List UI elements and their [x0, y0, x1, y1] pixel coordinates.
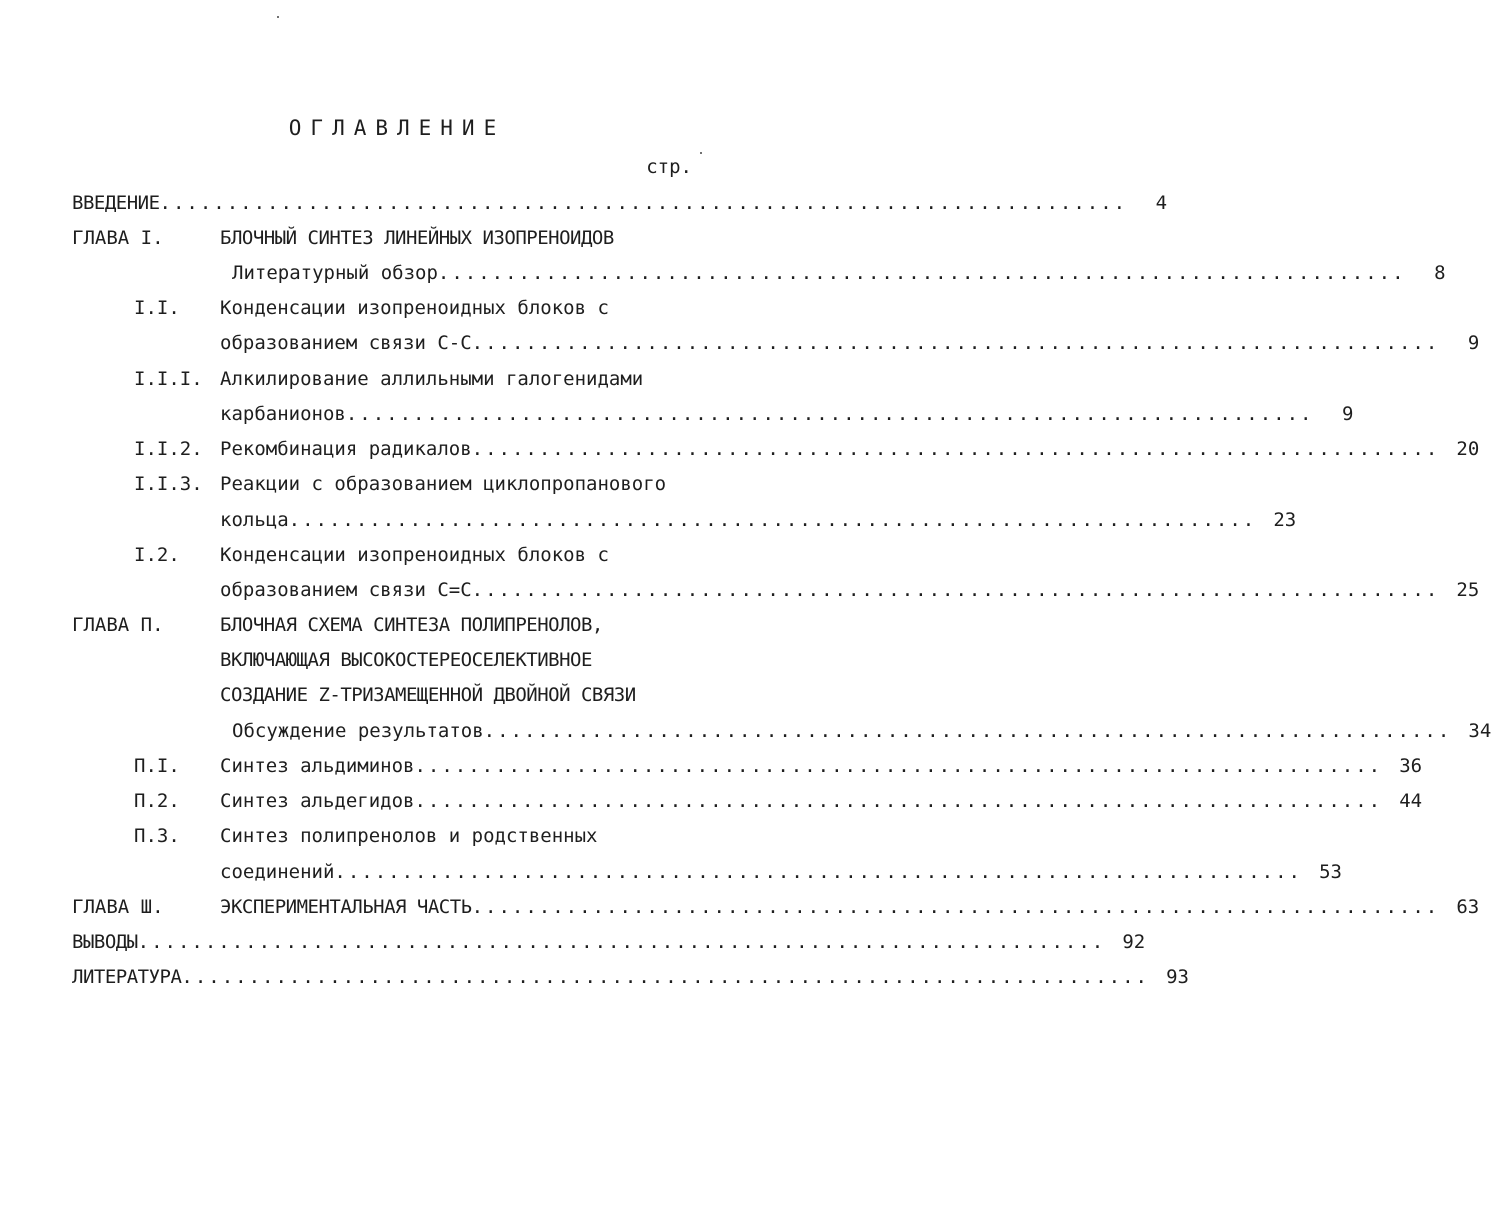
toc-entry — [72, 469, 686, 499]
toc-entry-text: БЛОЧНЫЙ СИНТЕЗ ЛИНЕЙНЫХ ИЗОПРЕНОИДОВ — [220, 227, 614, 249]
toc-section-label: I.I.3. — [134, 473, 203, 495]
leader-dots: ........................................................................ — [181, 966, 1149, 988]
leader-dots: ........................................................................ — [471, 332, 1440, 354]
toc-entry — [72, 223, 686, 253]
toc-entry — [72, 680, 686, 710]
leader-dots: ........................................................................ — [414, 755, 1383, 777]
leader-dots: ........................................................................ — [288, 509, 1257, 531]
page-column-header: стр. — [646, 156, 692, 178]
leader-dots: ........................................................................ — [334, 861, 1302, 883]
leader-dots: ........................................................................ — [159, 192, 1128, 214]
toc-entry — [72, 540, 686, 570]
toc-entry-text: карбанионов — [220, 403, 346, 425]
toc-entry — [72, 399, 1354, 429]
scan-speck — [277, 16, 279, 18]
toc-entry-text: ВВЕДЕНИЕ — [72, 192, 160, 214]
toc-entry-text: образованием связи С=С — [220, 579, 472, 601]
toc-section-label: I.I.I. — [134, 368, 203, 390]
toc-entry-text: соединений — [220, 861, 335, 883]
toc-entry — [72, 716, 1491, 746]
leader-dots: ........................................................................ — [471, 438, 1440, 460]
toc-entry-text: Литературный обзор — [232, 262, 438, 284]
toc-page-number: 9 — [1342, 403, 1354, 425]
toc-entry-text: Конденсации изопреноидных блоков с — [220, 544, 609, 566]
toc-entry — [72, 751, 1423, 781]
toc-entry-text: Алкилирование аллильными галогенидами — [220, 368, 644, 390]
toc-entry — [72, 821, 686, 851]
toc-entry — [72, 258, 1446, 288]
toc-entry-text: Конденсации изопреноидных блоков с — [220, 297, 609, 319]
toc-entry-text: Обсуждение результатов — [232, 720, 484, 742]
leader-dots: ........................................................................ — [471, 579, 1440, 601]
toc-entry-text: ВКЛЮЧАЮЩАЯ ВЫСОКОСТЕРЕОСЕЛЕКТИВНОЕ — [220, 649, 592, 671]
toc-entry — [72, 328, 1480, 358]
toc-page-number: 20 — [1456, 438, 1480, 460]
toc-page-number: 93 — [1166, 966, 1189, 988]
toc-entry-text: БЛОЧНАЯ СХЕМА СИНТЕЗА ПОЛИПРЕНОЛОВ, — [220, 614, 603, 636]
page-title: ОГЛАВЛЕНИЕ — [288, 116, 506, 140]
toc-page-number: 53 — [1319, 861, 1342, 883]
scan-speck — [700, 152, 702, 154]
toc-entry-text: ЛИТЕРАТУРА — [72, 966, 182, 988]
toc-entry-text: ЭКСПЕРИМЕНТАЛЬНАЯ ЧАСТЬ — [220, 896, 472, 918]
toc-entry-text: Синтез альдегидов — [220, 790, 415, 812]
toc-page-number: 9 — [1467, 332, 1480, 354]
toc-section-label: ГЛАВА Ш. — [72, 896, 164, 918]
toc-entry — [72, 575, 1480, 605]
leader-dots: ........................................................................ — [471, 896, 1440, 918]
toc-entry — [72, 505, 1297, 535]
toc-entry — [72, 927, 1146, 957]
toc-entry-text: СОЗДАНИЕ Z-ТРИЗАМЕЩЕННОЙ ДВОЙНОЙ СВЯЗИ — [220, 684, 636, 706]
toc-section-label: I.I. — [134, 297, 180, 319]
toc-section-label: П.3. — [134, 825, 180, 847]
toc-entry — [72, 645, 686, 675]
toc-page-number: 4 — [1155, 192, 1168, 214]
toc-section-label: ГЛАВА I. — [72, 227, 164, 249]
toc-page-number: 92 — [1122, 931, 1146, 953]
toc-section-label: П.2. — [134, 790, 180, 812]
leader-dots: ........................................................................ — [137, 931, 1106, 953]
toc-entry-text: Реакции с образованием циклопропанового — [220, 473, 667, 495]
toc-entry-text: Синтез альдиминов — [220, 755, 415, 777]
toc-page-number: 44 — [1399, 790, 1423, 812]
toc-entry — [72, 188, 1168, 218]
toc-section-label: I.I.2. — [134, 438, 203, 460]
toc-entry — [72, 610, 686, 640]
toc-section-label: П.I. — [134, 755, 180, 777]
toc-entry — [72, 293, 686, 323]
toc-entry — [72, 857, 1342, 887]
toc-entry-text: Синтез полипренолов и родственных — [220, 825, 598, 847]
toc-page-number: 8 — [1434, 262, 1446, 284]
toc-page-number: 25 — [1456, 579, 1480, 601]
toc-page-number: 34 — [1468, 720, 1491, 742]
leader-dots: ........................................................................ — [483, 720, 1452, 742]
toc-entry-text: ВЫВОДЫ — [72, 931, 138, 953]
leader-dots: ........................................................................ — [414, 790, 1383, 812]
toc-entry — [72, 364, 686, 394]
toc-section-label: ГЛАВА П. — [72, 614, 164, 636]
toc-entry — [72, 962, 1189, 992]
toc-entry-text: образованием связи С-С — [220, 332, 472, 354]
toc-entry — [72, 786, 1423, 816]
toc-page-number: 23 — [1273, 509, 1297, 531]
toc-entry — [72, 892, 1480, 922]
toc-page-number: 63 — [1456, 896, 1480, 918]
leader-dots: ........................................................................ — [345, 403, 1314, 425]
toc-entry-text: Рекомбинация радикалов — [220, 438, 472, 460]
toc-page-number: 36 — [1399, 755, 1423, 777]
toc-entry — [72, 434, 1480, 464]
leader-dots: ........................................................................ — [437, 262, 1406, 284]
toc-section-label: I.2. — [134, 544, 180, 566]
toc-entry-text: кольца — [220, 509, 289, 531]
